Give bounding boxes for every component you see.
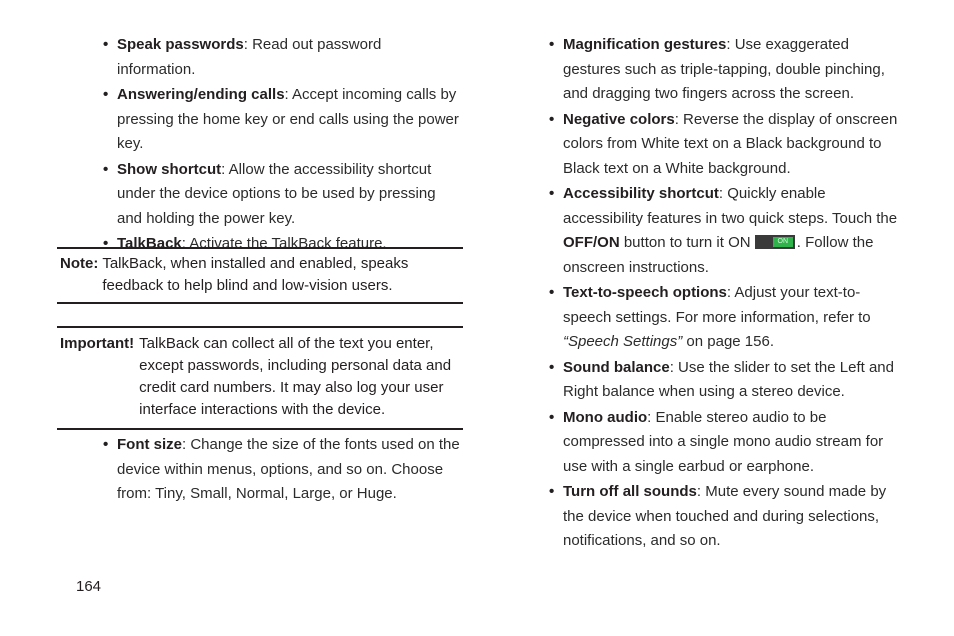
list-item [551,406,906,480]
item-term: Font size [117,436,183,453]
list-item [551,281,906,355]
item-desc: button to turn it ON [619,234,755,251]
on-toggle-icon [755,235,795,249]
item-desc: . Follow the onscreen instructions. [563,234,874,276]
off-on-label: OFF/ON [563,234,620,251]
item-desc: : Use the slider to set the Left and Right balance when using a stereo device. [563,358,894,400]
important-block [60,333,462,421]
item-desc: on page 156. [682,333,774,350]
item-desc: : Use exaggerated gestures such as triple-tapping, double pinching, and dragging two fingers across the screen. [563,36,885,102]
item-desc: : Read out password information. [117,36,382,78]
item-desc: : Activate the TalkBack feature. [181,235,387,252]
item-desc: : Mute every sound made by the device when touched and during selections, notifications, and so on. [563,483,887,549]
right-list [551,33,906,555]
item-desc: : Enable stereo audio to be compressed into a single mono audio stream for use with a single earbud or earphone. [563,408,884,475]
item-term: Answering/ending calls [117,86,285,103]
left-bottom-list [105,433,463,508]
item-desc: : Reverse the display of onscreen colors from White text on a Black background to Black text on a White background. [563,110,898,177]
item-term: TalkBack [117,235,182,252]
important-top-rule [57,326,463,328]
list-item [105,433,463,507]
item-term: Magnification gestures [563,36,727,53]
item-term: Text-to-speech options [563,284,727,301]
toggle-on-text: ON [773,237,793,247]
item-desc: : Allow the accessibility shortcut under the device options to be used by pressing and holding the power key. [117,160,436,227]
item-desc: : Adjust your text-to-speech settings. For more information, refer to [563,284,871,326]
note-text: TalkBack, when installed and enabled, speaks feedback to help blind and low-vision users. [102,255,409,294]
list-item [105,158,463,232]
list-item [551,182,906,280]
list-item [105,33,463,82]
item-term: Show shortcut [117,160,222,178]
item-term: Sound balance [563,358,670,376]
item-desc: : Accept incoming calls by pressing the home key or end calls using the power key. [117,86,459,152]
list-item [551,480,906,554]
item-term: Negative colors [563,110,675,128]
item-term: Turn off all sounds [563,483,697,500]
note-block [60,253,462,297]
item-desc: : Quickly enable accessibility features in two quick steps. Touch the [563,185,898,227]
page-number: 164 [76,578,102,595]
left-top-list [105,33,463,258]
item-term: Speak passwords [117,36,244,53]
list-item [551,33,906,107]
list-item [551,108,906,182]
note-top-rule [57,247,463,249]
note-label: Note: [60,255,99,272]
important-text: TalkBack can collect all of the text you enter, except passwords, including personal data and credit card numbers. It may also log your user interface interactions with the device. [139,335,452,418]
list-item [551,356,906,405]
important-label: Important! [60,335,135,352]
item-term: Mono audio [563,408,648,426]
important-bottom-rule [57,428,463,430]
cross-reference: “Speech Settings” [563,333,683,350]
item-term: Accessibility shortcut [563,185,719,202]
list-item [105,83,463,157]
item-desc: : Change the size of the fonts used on the device within menus, options, and so on. Choose from: Tiny, Small, Normal, Large, or Huge. [117,436,460,502]
note-bottom-rule [57,302,463,304]
